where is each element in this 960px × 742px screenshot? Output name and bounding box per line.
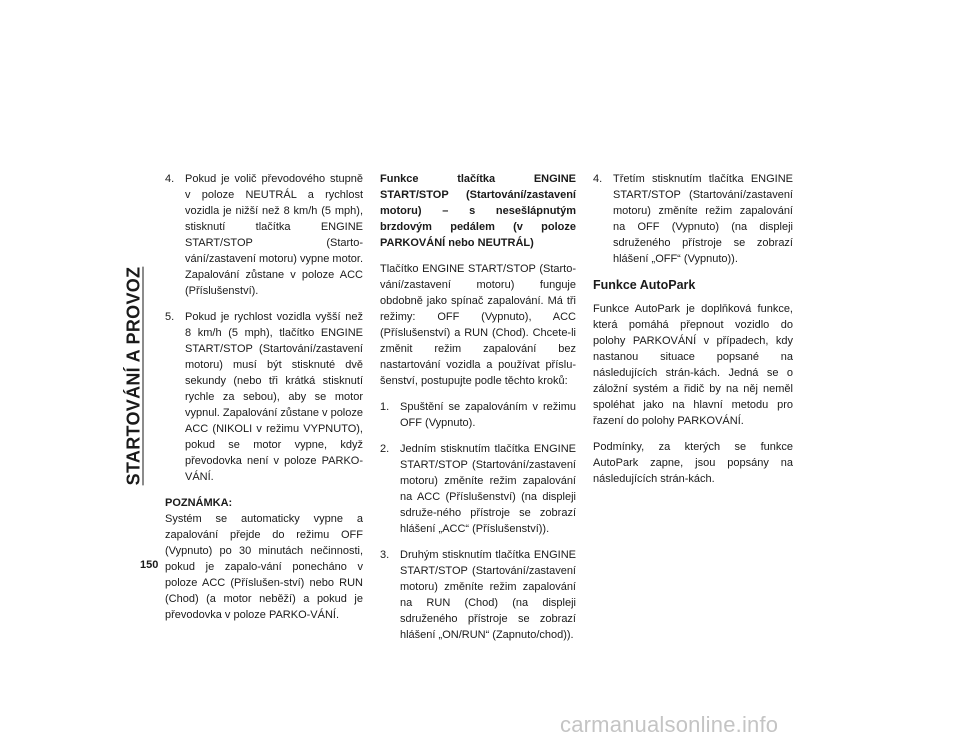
list-text: Pokud je volič převodového stupně v poloze NEUTRÁL a rychlost vozidla je nižší než 8 km/h (5 mph), stisknutí tlačítka ENGINE START/STOP (Starto-vání/zastavení motoru) vypne motor. Zapalování zůstane v poloze ACC (Příslušenství). bbox=[185, 173, 363, 297]
list-number: 1. bbox=[380, 401, 390, 413]
list-text: Jedním stisknutím tlačítka ENGINE START/STOP (Startování/zastavení motoru) změníte režim zapalování na ACC (Příslušenství) (na displeji sdruže-ného přístroje se zobrazí hlášení „ACC“ (Příslušenství)). bbox=[400, 443, 576, 535]
list-number: 2. bbox=[380, 443, 390, 455]
paragraph-autopark-1: Funkce AutoPark je doplňková funkce, která pomáhá přepnout vozidlo do polohy PARKOVÁNÍ v případech, kdy nastanou situace popsané na následujících strán-kách. Jedná se o záložní systém a řidič by na něj neměl spoléhat jako na hlavní metodu pro řazení do polohy PARKOVÁNÍ. bbox=[593, 303, 793, 427]
section-heading-start-stop: Funkce tlačítka ENGINE START/STOP (Startování/zastavení motoru) – s nesešlápnutým brzdovým pedálem (v poloze PARKOVÁNÍ nebo NEUTRÁL) bbox=[380, 173, 576, 249]
column-1 bbox=[165, 171, 363, 623]
list-text: Pokud je rychlost vozidla vyšší než 8 km/h (5 mph), tlačítko ENGINE START/STOP (Startování/zastavení motoru) musí být stisknuté dvě sekundy (nebo tři krátká stisknutí rychle za sebou), aby se motor vypnul. Zapalování zůstane v poloze ACC (NIKOLI v režimu VYPNUTO), pokud se motor vypne, když převodovka není v poloze PARKO-VÁNÍ. bbox=[185, 311, 363, 483]
list-item bbox=[380, 441, 576, 537]
list-number: 5. bbox=[165, 311, 175, 323]
list-item bbox=[593, 171, 793, 267]
column-2 bbox=[380, 171, 576, 653]
list-text: Spuštění se zapalováním v režimu OFF (Vypnuto). bbox=[400, 401, 576, 429]
list-number: 4. bbox=[165, 173, 175, 185]
list-item bbox=[165, 171, 363, 299]
page-number: 150 bbox=[140, 559, 159, 571]
chapter-title-text: STARTOVÁNÍ A PROVOZ bbox=[123, 266, 144, 486]
list-text: Druhým stisknutím tlačítka ENGINE START/STOP (Startování/zastavení motoru) změníte režim zapalování na RUN (Chod) (na displeji sdruženého přístroje se zobrazí hlášení „ON/RUN“ (Zapnuto/chod)). bbox=[400, 549, 576, 641]
list-number: 4. bbox=[593, 173, 603, 185]
note-heading: POZNÁMKA: bbox=[165, 497, 233, 509]
list-item bbox=[380, 399, 576, 431]
section-heading-autopark: Funkce AutoPark bbox=[593, 278, 696, 292]
list-item bbox=[380, 547, 576, 643]
list-item bbox=[165, 309, 363, 485]
watermark: carmanualsonline.info bbox=[560, 712, 779, 737]
column-3 bbox=[593, 171, 793, 497]
list-number: 3. bbox=[380, 549, 390, 561]
list-text: Třetím stisknutím tlačítka ENGINE START/STOP (Startování/zastavení motoru) změníte režim zapalování na OFF (Vypnuto) (na displeji sdruženého přístroje se zobrazí hlášení „OFF“ (Vypnuto)). bbox=[613, 173, 793, 265]
paragraph-intro: Tlačítko ENGINE START/STOP (Starto-vání/zastavení motoru) funguje obdobně jako spínač zapalování. Má tři režimy: OFF (Vypnuto), ACC (Příslušenství) a RUN (Chod). Chcete-li změnit režim zapalování bez nastartování vozidla a používat příslu-šenství, postupujte podle těchto kroků: bbox=[380, 263, 576, 387]
note-text: Systém se automaticky vypne a zapalování přejde do režimu OFF (Vypnuto) po 30 minutách nečinnosti, pokud je zapalo-vání ponecháno v poloze ACC (Příslušen-ství) nebo RUN (Chod) (a motor neběží) a pokud je převodovka v poloze PARKO-VÁNÍ. bbox=[165, 513, 363, 621]
paragraph-autopark-2: Podmínky, za kterých se funkce AutoPark zapne, jsou popsány na následujících strán-kách. bbox=[593, 441, 793, 485]
